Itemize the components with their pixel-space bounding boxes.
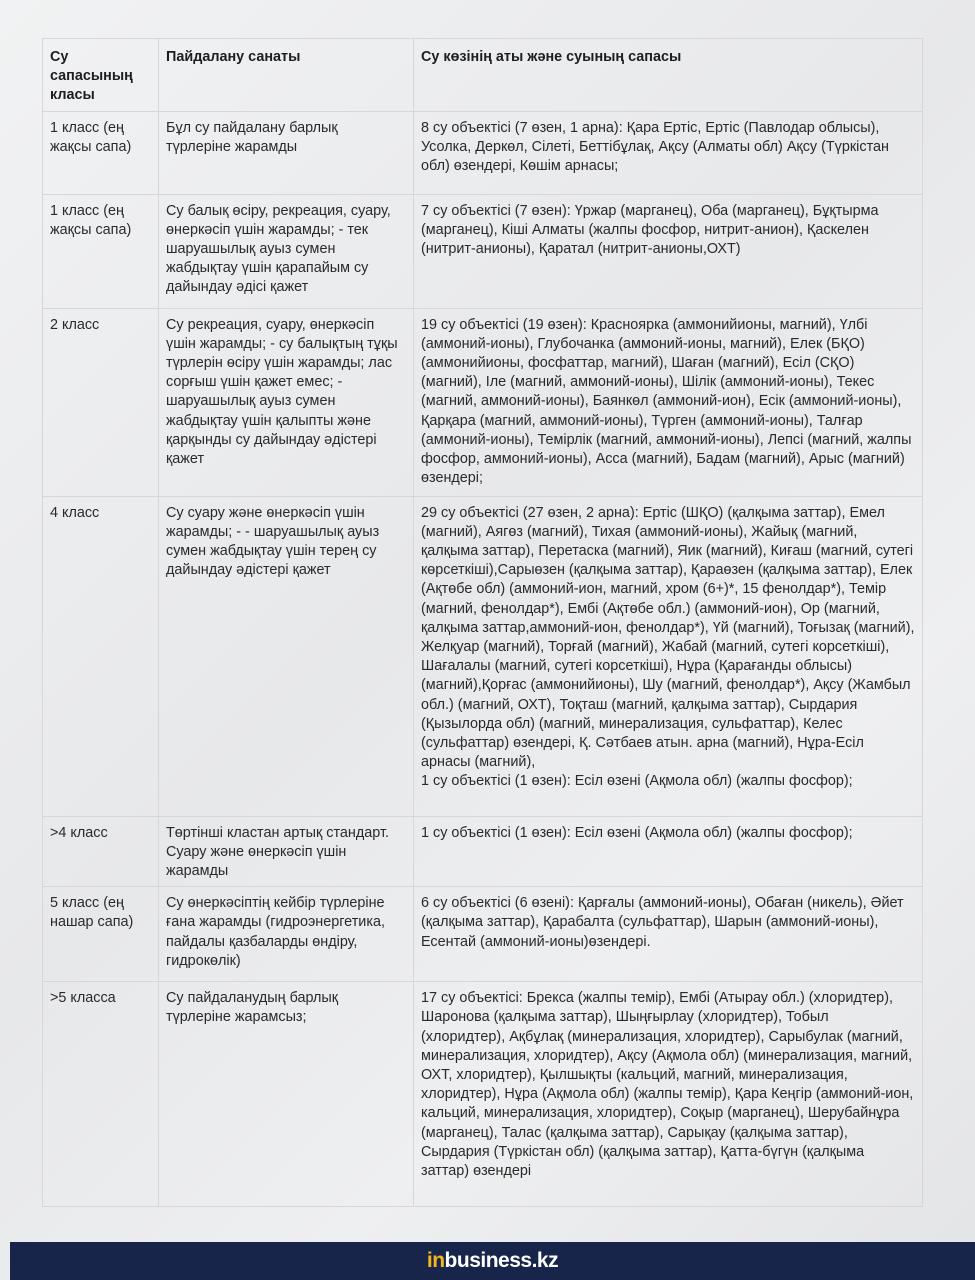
cell-class: 1 класс (ең жақсы сапа)	[43, 111, 159, 194]
water-quality-table	[42, 38, 923, 1207]
table-row	[43, 982, 923, 1207]
cell-sources: 19 су объектісі (19 өзен): Красноярка (аммонийионы, магний), Үлбі (аммоний-ионы), Глубочанка (аммоний-ионы, магний), Елек (БҚО) (аммонийионы, фосфаттар, магний), Шаған (магний), Есіл (СҚО) (магний), Іле (магний, аммоний-ионы), Шілік (аммоний-ионы), Текес (магний, аммоний-ионы), Баянкөл (аммоний-ион), Есік (аммоний-ионы), Қарқара (магний, аммоний-ионы), Түрген (аммоний-ионы), Талғар (аммоний-ионы), Темірлік (магний, аммоний-ионы), Лепсі (магний, жалпы фосфор, аммоний-ионы), Асса (магний), Бадам (магний), Арыс (магний) өзендері;	[414, 308, 923, 496]
cell-class: >5 класса	[43, 982, 159, 1207]
cell-class: 5 класс (ең нашар сапа)	[43, 887, 159, 982]
cell-category: Су өнеркәсіптің кейбір түрлеріне ғана жарамды (гидроэнергетика, пайдалы қазбаларды өндіру, гидрокөлік)	[159, 887, 414, 982]
cell-class: 4 класс	[43, 496, 159, 816]
water-quality-table-container	[42, 38, 922, 1207]
cell-sources: 8 су объектісі (7 өзен, 1 арна): Қара Ертіс, Ертіс (Павлодар облысы), Усолка, Деркөл, Сілеті, Беттібұлақ, Ақсу (Алматы обл) Ақсу (Түркістан обл) өзендері, Көшім арнасы;	[414, 111, 923, 194]
footer-bar	[10, 1242, 975, 1280]
cell-category: Төртінші кластан артық стандарт. Суару және өнеркәсіп үшін жарамды	[159, 816, 414, 887]
table-row	[43, 496, 923, 816]
table-row	[43, 308, 923, 496]
table-row	[43, 194, 923, 308]
cell-class: >4 класс	[43, 816, 159, 887]
table-row	[43, 816, 923, 887]
inbusiness-logo[interactable]	[427, 1249, 558, 1273]
logo-domain: business.kz	[444, 1249, 559, 1272]
table-header-row	[43, 39, 923, 112]
cell-class: 1 класс (ең жақсы сапа)	[43, 194, 159, 308]
cell-sources: 6 су объектісі (6 өзені): Қарғалы (аммоний-ионы), Обаған (никель), Әйет (қалқыма заттар), Қарабалта (сульфаттар), Шарын (аммоний-ионы), Есентай (аммоний-ионы)өзендері.	[414, 887, 923, 982]
sources-text: 29 су объектісі (27 өзен, 2 арна): Ертіс (ШҚО) (қалқыма заттар), Емел (магний), Аягөз (магний), Тихая (аммоний-ионы), Жайық (магний, қалқыма заттар), Перетаска (магний), Яик (магний), Киғаш (магний, сутегі көрсеткіші),Сарыөзен (қалқыма заттар), Қараөзен (қалқыма заттар), Елек (Ақтөбе обл) (аммоний-ион, магний, хром (6+)*, 15 фенолдар*), Темір (магний, фенолдар*), Ембі (Ақтөбе обл.) (аммоний-ион), Ор (магний, қалқыма заттар,аммоний-ион, фенолдар*), Үй (магний), Тоғызақ (магний), Желқуар (магний), Торғай (магний), Жабай (магний, сутегі корсеткіші), Шағалалы (магний, сутегі корсеткіші), Нұра (Қарағанды облысы) (магний),Қорғас (аммонийионы), Шу (магний, фенолдар*), Ақсу (Жамбыл обл.) (магний, ОХТ), Тоқташ (магний, қалқыма заттар), Сырдария (Қызылорда обл) (магний, минерализация, сульфаттар), Келес (сульфаттар) өзендері, Қ. Сәтбаев атын. арна (магний), Нұра-Есіл арнасы (магний),	[421, 504, 915, 771]
header-usage-category: Пайдалану санаты	[159, 39, 414, 112]
sources-extra-text: 1 су объектісі (1 өзен): Есіл өзені (Ақмола обл) (жалпы фосфор);	[421, 773, 853, 790]
cell-category: Бұл су пайдалану барлық түрлеріне жарамды	[159, 111, 414, 194]
cell-category: Су балық өсіру, рекреация, суару, өнеркәсіп үшін жарамды; - тек шаруашылық ауыз сумен жабдықтау үшін қарапайым су дайындау әдісі қажет	[159, 194, 414, 308]
cell-class: 2 класс	[43, 308, 159, 496]
header-water-sources: Су көзінің аты және суының сапасы	[414, 39, 923, 112]
table-row	[43, 111, 923, 194]
cell-category: Су рекреация, суару, өнеркәсіп үшін жарамды; - су балықтың тұқы түрлерін өсіру үшін жарамды; лас сорғыш үшін қажет емес; - шаруашылық ауыз сумен жабдықтау үшін қалыпты және қарқынды су дайындау әдістері қажет	[159, 308, 414, 496]
cell-category: Су суару және өнеркәсіп үшін жарамды; - - шаруашылық ауыз сумен жабдықтау үшін терең су дайындау әдістері қажет	[159, 496, 414, 816]
cell-sources: 1 су объектісі (1 өзен): Есіл өзені (Ақмола обл) (жалпы фосфор);	[414, 816, 923, 887]
header-quality-class: Су сапасының класы	[43, 39, 159, 112]
cell-sources: 7 су объектісі (7 өзен): Үржар (марганец), Оба (марганец), Бұқтырма (марганец), Кіші Алматы (жалпы фосфор, нитрит-анион), Қаскелен (нитрит-анионы), Қаратал (нитрит-анионы,ОХТ)	[414, 194, 923, 308]
cell-sources	[414, 496, 923, 816]
logo-prefix: in	[426, 1249, 445, 1272]
cell-sources: 17 су объектісі: Брекса (жалпы темір), Ембі (Атырау обл.) (хлоридтер), Шаронова (қалқыма заттар), Шыңғырлау (хлоридтер), Тобыл (хлоридтер), Ақбұлақ (минерализация, хлоридтер), Сарыбулак (магний, минерализация, хлоридтер), Ақсу (Ақмола обл) (минерализация, магний, ОХТ, хлоридтер), Қылшықты (кальций, магний, минерализация, хлоридтер), Нұра (Ақмола обл) (жалпы темір), Қара Кеңгір (аммоний-ион, кальций, минерализация, хлоридтер), Соқыр (марганец), Шерубайнұра (марганец), Талас (қалқыма заттар), Сарықау (қалқыма заттар), Сырдария (Түркістан обл) (қалқыма заттар), Қатта-бүгүн (қалқыма заттар) өзендері	[414, 982, 923, 1207]
cell-category: Су пайдаланудың барлық түрлеріне жарамсыз;	[159, 982, 414, 1207]
table-row	[43, 887, 923, 982]
